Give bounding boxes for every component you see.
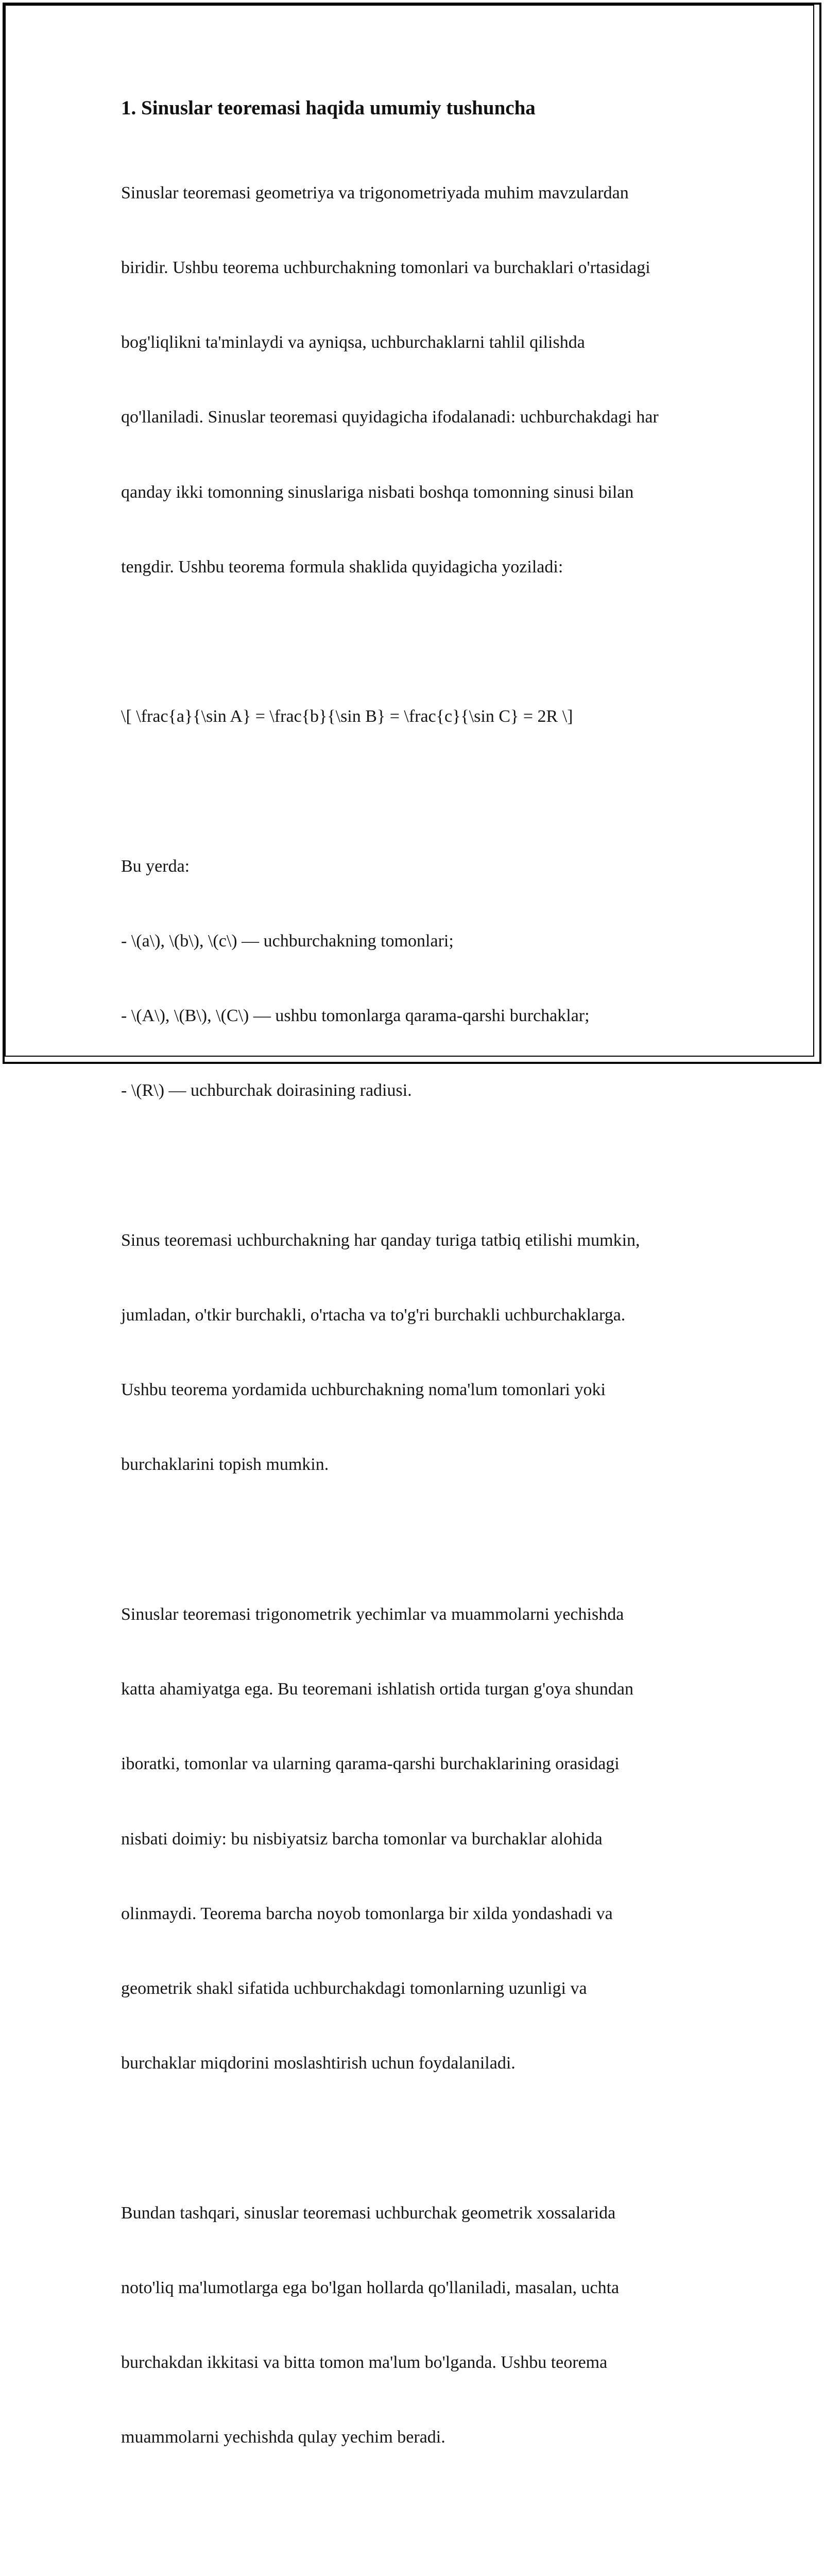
blank-line xyxy=(121,2500,718,2525)
text-line: iboratki, tomonlar va ularning qarama-qarshi burchaklarining orasidagi xyxy=(121,1754,620,1774)
text-line: Ushbu teorema yordamida uchburchakning noma'lum tomonlari yoki xyxy=(121,1380,606,1400)
text-line: Sinuslar teoremasi geometriya va trigonometriyada muhim mavzulardan xyxy=(121,183,629,202)
text-line: qanday ikki tomonning sinuslariga nisbati boshqa tomonning sinusi bilan xyxy=(121,482,634,502)
text-line: noto'liq ma'lumotlarga ega bo'lgan hollarda qo'llaniladi, masalan, uchta xyxy=(121,2278,620,2297)
text-line: nisbati doimiy: bu nisbiyatsiz barcha tomonlar va burchaklar alohida xyxy=(121,1829,603,1849)
text-line: burchakdan ikkitasi va bitta tomon ma'lum bo'lganda. Ushbu teorema xyxy=(121,2353,608,2372)
text-line: bog'liqlikni ta'minlaydi va ayniqsa, uchburchaklarni tahlil qilishda xyxy=(121,333,585,352)
blank-line xyxy=(121,2126,718,2150)
text-line: Sinus teoremasi uchburchakning har qanday turiga tatbiq etilishi mumkin, xyxy=(121,1230,640,1250)
document-content xyxy=(121,96,718,2576)
text-line: tengdir. Ushbu teorema formula shaklida quyidagicha yoziladi: xyxy=(121,557,563,577)
text-line: Bundan tashqari, sinuslar teoremasi uchburchak geometrik xossalarida xyxy=(121,2203,616,2223)
text-line: geometrik shakl sifatida uchburchakdagi tomonlarning uzunligi va xyxy=(121,1979,587,1998)
text-line: burchaklarini topish mumkin. xyxy=(121,1455,329,1475)
text-line: qo'llaniladi. Sinuslar teoremasi quyidagicha ifodalanadi: uchburchakdagi har xyxy=(121,408,659,427)
text-line: olinmaydi. Teorema barcha noyob tomonlarga bir xilda yondashadi va xyxy=(121,1904,613,1923)
blank-line xyxy=(121,779,718,804)
text-line: burchaklar miqdorini moslashtirish uchun foydalaniladi. xyxy=(121,2054,516,2073)
definition-line: - \(A\), \(B\), \(C\) — ushbu tomonlarga qarama-qarshi burchaklar; xyxy=(121,1006,590,1026)
text-line: Sinuslar teoremasi trigonometrik yechimlar va muammolarni yechishda xyxy=(121,1604,624,1624)
blank-line xyxy=(121,1528,718,1552)
section-heading: 1. Sinuslar teoremasi haqida umumiy tushuncha xyxy=(121,97,536,119)
formula-line: \[ \frac{a}{\sin A} = \frac{b}{\sin B} = \frac{c}{\sin C} = 2R \] xyxy=(121,707,573,726)
definition-line: - \(a\), \(b\), \(c\) — uchburchakning tomonlari; xyxy=(121,931,454,951)
text-line: katta ahamiyatga ega. Bu teoremani ishlatish ortida turgan g'oya shundan xyxy=(121,1680,633,1699)
text-line: Bu yerda: xyxy=(121,856,190,876)
text-line: muammolarni yechishda qulay yechim beradi. xyxy=(121,2428,445,2447)
text-line: jumladan, o'tkir burchakli, o'rtacha va to'g'ri burchakli uchburchaklarga. xyxy=(121,1306,626,1325)
blank-line xyxy=(121,630,718,654)
blank-line xyxy=(121,1154,718,1178)
text-line: biridir. Ushbu teorema uchburchakning tomonlari va burchaklari o'rtasidagi xyxy=(121,258,650,278)
body-text xyxy=(121,131,718,2576)
definition-line: - \(R\) — uchburchak doirasining radiusi. xyxy=(121,1081,412,1100)
